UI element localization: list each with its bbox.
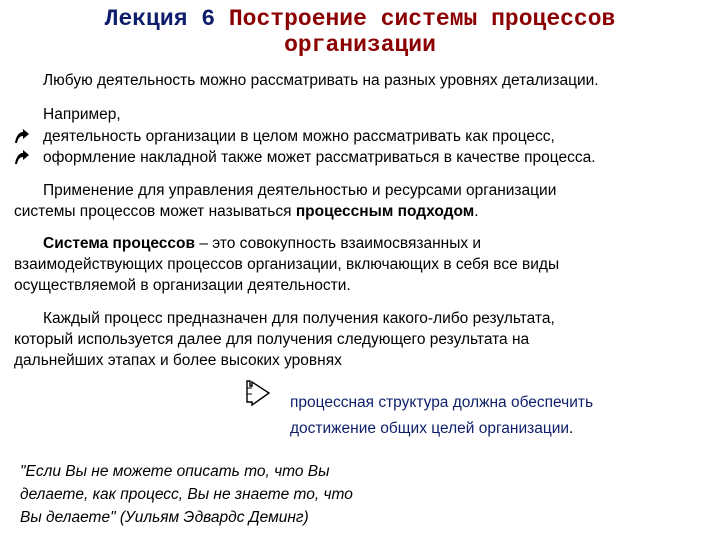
text-span: достижение общих целей организации	[290, 420, 570, 437]
paragraph-result-line-2: который используется далее для получения следующего результата на	[14, 331, 530, 348]
text-span: – это совокупность взаимосвязанных и	[195, 235, 482, 252]
quote-line: делаете, как процесс, Вы не знаете то, что	[20, 486, 353, 503]
paragraph-definition-line-2: взаимодействующих процессов организации, включающих в себя все виды	[14, 256, 560, 273]
paragraph-example-intro: Например,	[43, 106, 121, 123]
paragraph-definition-line-1	[43, 233, 481, 254]
paragraph-process-approach-line-2	[14, 201, 479, 222]
hand-arrow-icon	[243, 378, 273, 408]
paragraph-levels: Любую деятельность можно рассматривать на разных уровнях детализации.	[43, 72, 599, 89]
list-item: оформление накладной также может рассматриваться в качестве процесса.	[43, 149, 596, 166]
deming-quote	[20, 460, 353, 529]
title-line-2: организации	[284, 32, 436, 58]
list-item: деятельность организации в целом можно рассматривать как процесс,	[43, 128, 555, 145]
paragraph-process-approach-line-1: Применение для управления деятельностью и ресурсами организации	[43, 182, 557, 199]
paragraph-definition-line-3: осуществляемой в организации деятельности.	[14, 277, 351, 294]
paragraph-result-line-3: дальнейших этапах и более высоких уровнях	[14, 352, 342, 369]
paragraph-result-line-1: Каждый процесс предназначен для получения какого-либо результата,	[43, 310, 555, 327]
title-line-1	[0, 6, 720, 32]
title-text-1: Построение системы процессов	[228, 6, 616, 32]
lecture-number: Лекция 6	[104, 6, 216, 32]
quote-line: "Если Вы не можете описать то, что Вы	[20, 463, 330, 480]
text-span: .	[569, 420, 574, 437]
conclusion-line-1: процессная структура должна обеспечить	[290, 394, 594, 411]
curved-arrow-icon	[12, 126, 32, 146]
quote-line: Вы делаете" (Уильям Эдвардс Деминг)	[20, 509, 309, 526]
term-process-system: Система процессов	[43, 235, 196, 252]
conclusion-line-2	[290, 416, 573, 442]
curved-arrow-icon	[12, 147, 32, 167]
text-span: системы процессов может называться	[14, 203, 296, 220]
term-process-approach: процессным подходом	[295, 203, 475, 220]
text-span: .	[474, 203, 479, 220]
page-title	[0, 6, 720, 58]
